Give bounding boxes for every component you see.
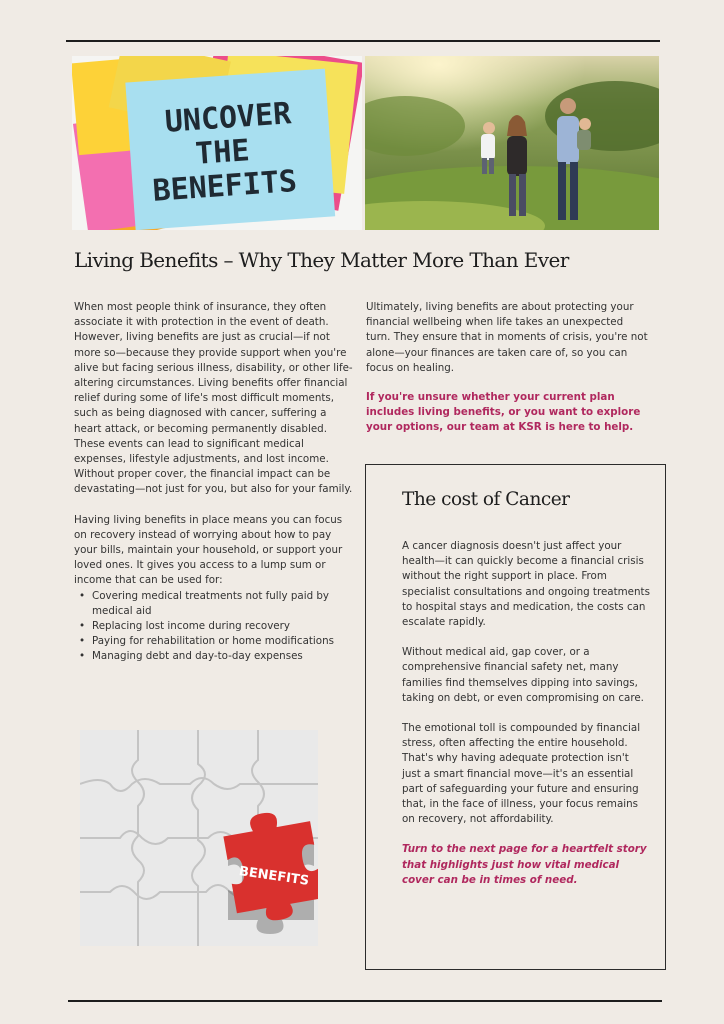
sticky-notes-image [72,56,362,230]
ksr-callout: If you're unsure whether your current plan includes living benefits, or you want to explore your options, our team at KSR is here to help. [366,391,641,434]
cancer-box-body [402,539,650,903]
notes-text-line3: BENEFITS [151,163,299,209]
next-page-callout: Turn to the next page for a heartfelt story that highlights just how vital medical cover can be in times of need. [402,843,647,886]
puzzle-benefits-image [80,730,318,946]
family-meadow-photo [365,56,659,230]
cancer-cost-box [365,464,666,970]
list-item: • Covering medical treatments not fully paid by medical aid [74,589,354,619]
list-item: • Replacing lost income during recovery [74,619,354,634]
top-divider [66,40,660,42]
benefits-list [74,589,354,665]
notes-text-line1: UNCOVER [163,96,293,140]
cancer-box-title: The cost of Cancer [402,489,570,510]
benefits-paragraph: Having living benefits in place means you can focus on recovery instead of worrying about how to pay your bills, maintain your household, or support your loved ones. It gives you access to a lump sum or income that can be used for: [74,513,343,587]
intro-paragraph: When most people think of insurance, they often associate it with protection in the event of death. However, living benefits are just as crucial—if not more so—because they provide support when you're alive but facing serious illness, disability, or other life-altering circumstances. Living benefits offer financial relief during some of life's most difficult moments, such as being diagnosed with cancer, suffering a heart attack, or becoming permanently disabled. These events can lead to significant medical expenses, lifestyle adjustments, and lost income. Without proper cover, the financial impact can be devastating—not just for you, but also for your family. [74,301,353,496]
conclusion-paragraph: Ultimately, living benefits are about protecting your financial wellbeing when life takes an unexpected turn. They ensure that in moments of crisis, you're not alone—your finances are taken care of, so you can focus on healing. [366,301,648,374]
notes-text-line2: THE [194,133,251,172]
list-item: • Paying for rehabilitation or home modifications [74,634,354,649]
cancer-paragraph-3: The emotional toll is compounded by financial stress, often affecting the entire household. That's why having adequate protection isn't just a smart financial move—it's an essential part of safeguarding your future and ensuring that, in the face of illness, your focus remains on recovery, not affordability. [402,722,641,826]
list-item: • Managing debt and day-to-day expenses [74,649,354,664]
page-headline: Living Benefits – Why They Matter More Than Ever [74,248,569,272]
cancer-paragraph-2: Without medical aid, gap cover, or a comprehensive financial safety net, many families find themselves dipping into savings, taking on debt, or even compromising on care. [402,646,644,704]
cancer-paragraph-1: A cancer diagnosis doesn't just affect your health—it can quickly become a financial crisis without the right support in place. From specialist consultations and ongoing treatments to hospital stays and medication, the costs can escalate rapidly. [402,540,650,629]
bottom-divider [68,1000,662,1002]
puzzle-text: BENEFITS [237,864,310,889]
left-column [74,300,354,665]
right-column [366,300,650,450]
